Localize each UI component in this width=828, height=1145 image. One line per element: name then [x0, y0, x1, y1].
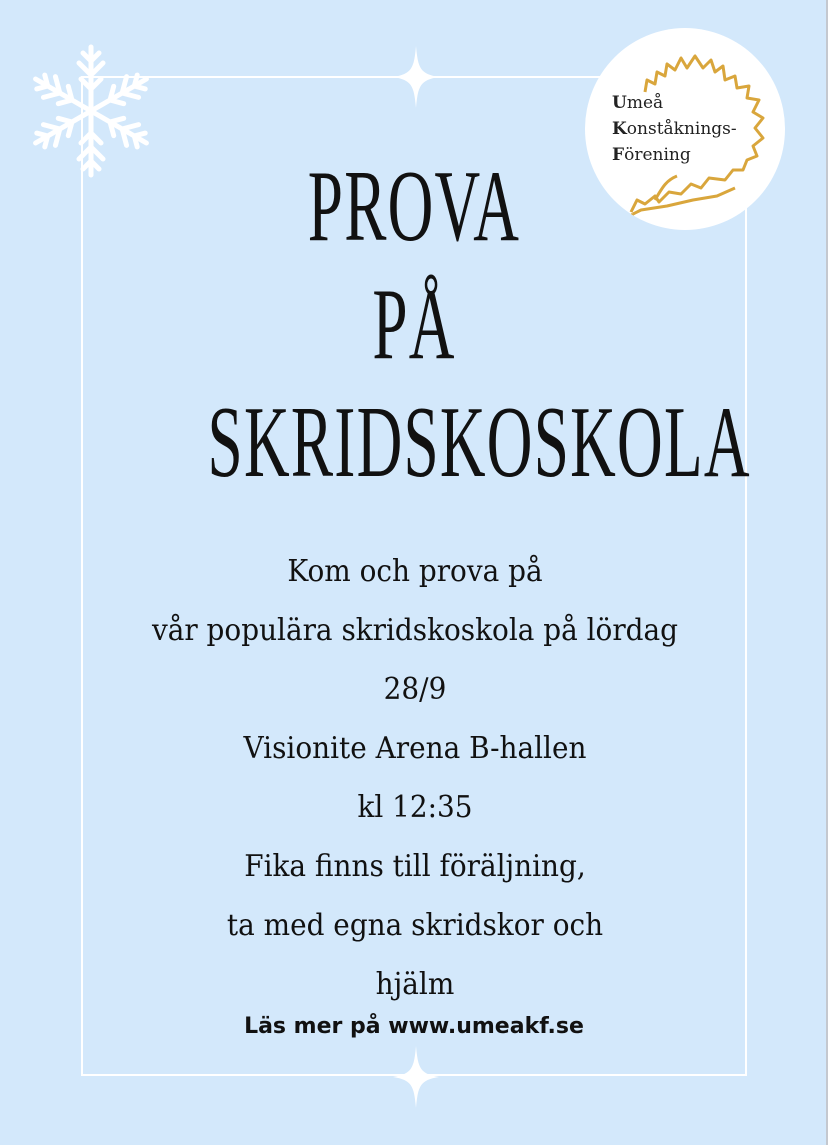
logo-word: onståknings-: [626, 119, 737, 139]
body-line: Kom och prova på: [287, 554, 543, 589]
event-details: [60, 542, 770, 1014]
sparkle-icon: [393, 1046, 439, 1108]
event-venue: Visionite Arena B-hallen: [243, 731, 587, 766]
body-line: hjälm: [375, 967, 455, 1002]
logo-word: meå: [626, 93, 664, 113]
headline-line-3: SKRIDSKOSKOLA: [207, 386, 751, 499]
event-time: kl 12:35: [357, 790, 473, 825]
website-link[interactable]: Läs mer på www.umeakf.se: [244, 1014, 584, 1039]
headline: [81, 148, 751, 502]
logo-initial: F: [612, 145, 625, 165]
headline-line-2: PÅ: [372, 268, 456, 381]
body-line: ta med egna skridskor och: [226, 908, 604, 943]
logo-initial: K: [612, 119, 627, 139]
logo-word: örening: [624, 145, 691, 165]
sparkle-icon: [393, 46, 439, 108]
logo-initial: U: [612, 93, 627, 113]
event-date: 28/9: [383, 672, 447, 707]
body-line: Fika finns till föräljning,: [244, 849, 586, 884]
headline-line-1: PROVA: [307, 150, 521, 263]
body-line: vår populära skridskoskola på lördag: [151, 613, 679, 648]
